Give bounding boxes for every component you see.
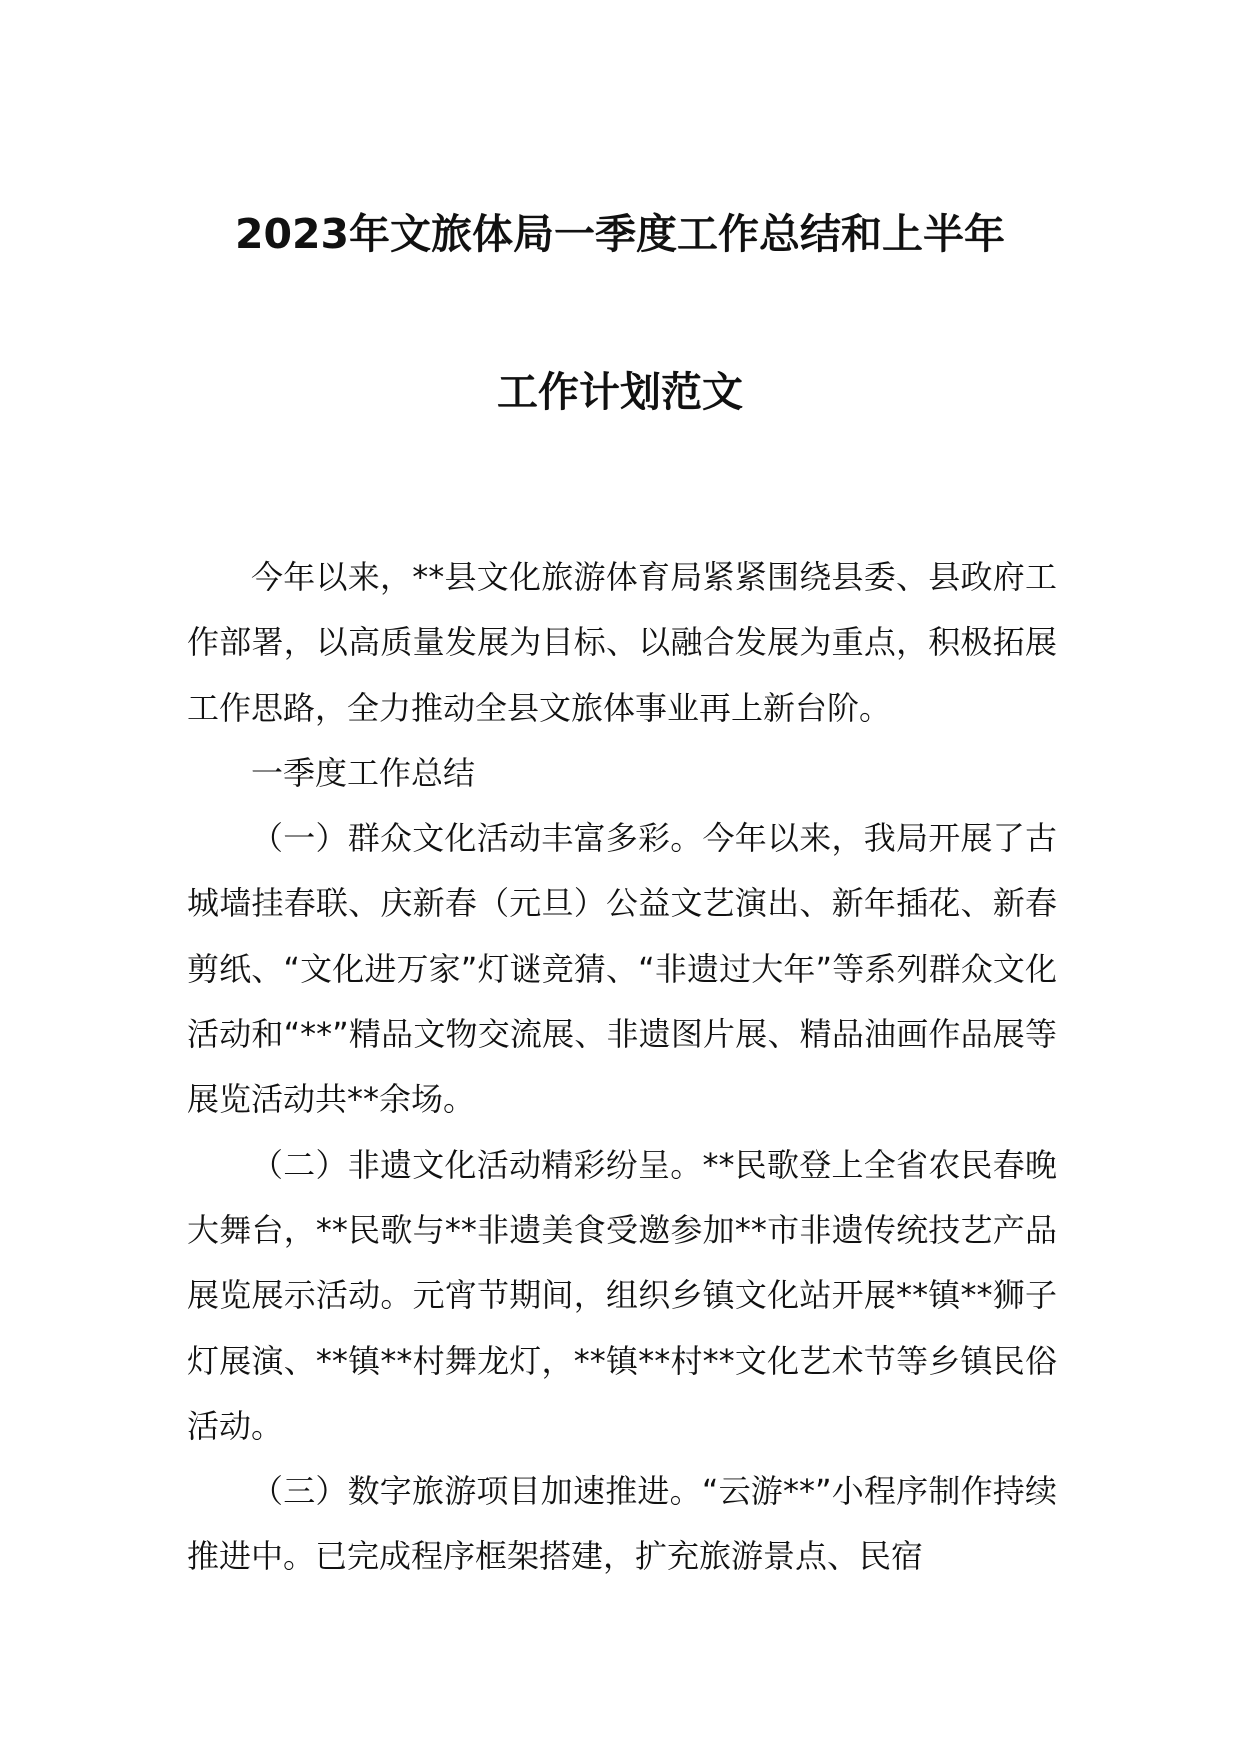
section-heading: 一季度工作总结: [251, 753, 476, 792]
intro-paragraph: 今年以来，**县文化旅游体育局紧紧围绕县委、县政府工作部署，以高质量发展为目标、以融合发展为重点，积极拓展工作思路，全力推动全县文旅体事业再上新台阶。: [187, 558, 1057, 727]
paragraph-digital-tourism: （三）数字旅游项目加速推进。“云游**”小程序制作持续推进中。已完成程序框架搭建，扩充旅游景点、民宿: [187, 1472, 1057, 1576]
document-body: [187, 545, 1057, 1590]
paragraph-intangible-heritage: （二）非遗文化活动精彩纷呈。**民歌登上全省农民春晚大舞台，**民歌与**非遗美食受邀参加**市非遗传统技艺产品展览展示活动。元宵节期间，组织乡镇文化站开展**镇**狮子灯展演、**镇**村舞龙灯，**镇**村**文化艺术节等乡镇民俗活动。: [187, 1145, 1057, 1445]
document-title-line-1: 2023年文旅体局一季度工作总结和上半年: [234, 210, 1006, 258]
paragraph-mass-culture: （一）群众文化活动丰富多彩。今年以来，我局开展了古城墙挂春联、庆新春（元旦）公益文艺演出、新年插花、新春剪纸、“文化进万家”灯谜竞猜、“非遗过大年”等系列群众文化活动和“**”精品文物交流展、非遗图片展、精品油画作品展等展览活动共**余场。: [187, 819, 1057, 1119]
document-title-line-2: 工作计划范文: [497, 368, 743, 416]
